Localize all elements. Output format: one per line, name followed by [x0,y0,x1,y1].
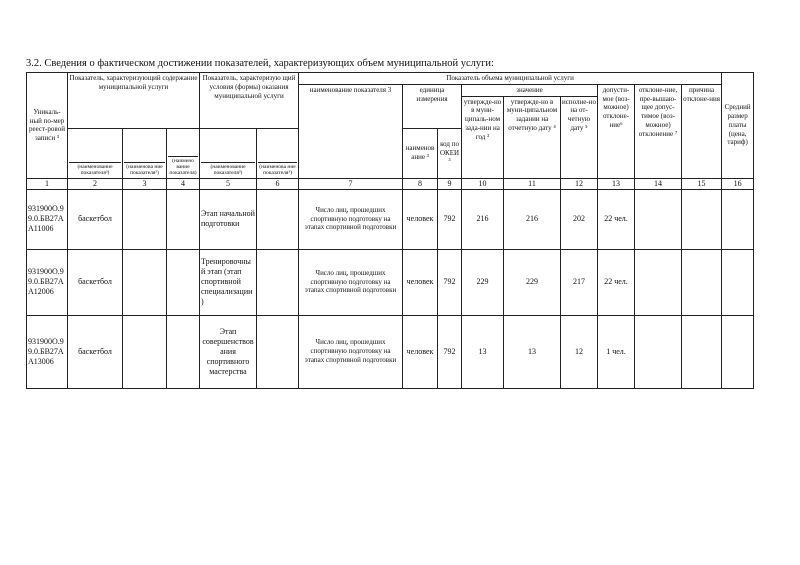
unit-name: человек [403,315,438,388]
approved-date-value: 216 [504,189,561,249]
volume-indicators-table [26,72,754,389]
column-number: 14 [635,178,682,189]
empty-cell [167,189,200,249]
column-number: 16 [722,178,754,189]
column-numbers-row [27,178,754,189]
executed-value: 12 [561,315,598,388]
approved-year-value: 216 [462,189,504,249]
okei-code: 792 [438,189,462,249]
allowed-deviation-value: 1 чел. [598,315,635,388]
column-number: 5 [200,178,257,189]
registry-code: 931900О.99.0.БВ27АА11006 [27,189,68,249]
column-number: 8 [403,178,438,189]
empty-cell [167,249,200,315]
empty-cell [123,249,167,315]
column-number: 7 [299,178,403,189]
header-allowed-deviation: допусти-мое (воз-можное) отклоне-ние⁶ [598,84,635,178]
empty-cell [722,315,754,388]
sub-indicator-4: (наименование показателя³) [200,128,257,178]
header-condition-indicator: Показатель, характеризую щий условия (формы) оказания муниципальной услуги [200,73,299,129]
column-number: 12 [561,178,598,189]
empty-cell [722,249,754,315]
header-avg-fee: Средний размер платы (цена, тариф) [722,73,754,179]
empty-cell [123,315,167,388]
header-okei: код по ОКЕИ ³ [438,128,462,178]
indicator-name: Число лиц, прошедших спортивную подготовку на этапах спортивной подготовки [299,249,403,315]
empty-cell [635,315,682,388]
unit-name: человек [403,189,438,249]
column-number: 3 [123,178,167,189]
stage-name: Этап начальной подготовки [200,189,257,249]
sub-indicator-1: (наименование показателя³) [68,128,123,178]
approved-year-value: 13 [462,315,504,388]
column-number: 4 [167,178,200,189]
header-indicator-name: наименование показателя 3 [299,84,403,178]
sport-name: баскетбол [68,189,123,249]
approved-year-value: 229 [462,249,504,315]
empty-cell [123,189,167,249]
header-value: значение [462,84,598,96]
empty-cell [722,189,754,249]
empty-cell [682,249,722,315]
allowed-deviation-value: 22 чел. [598,249,635,315]
column-number: 15 [682,178,722,189]
table-row [27,189,754,249]
empty-cell [257,249,299,315]
approved-date-value: 229 [504,249,561,315]
column-number: 1 [27,178,68,189]
empty-cell [682,189,722,249]
section-title: 3.2. Сведения о фактическом достижении показателей, характеризующих объем муниципальной услуги: [26,58,494,69]
table-row [27,249,754,315]
column-number: 9 [438,178,462,189]
registry-code: 931900О.99.0.БВ27АА12006 [27,249,68,315]
empty-cell [167,315,200,388]
header-deviation-exceeding: отклоне-ние, пре-вышаю-щее допус-тимое (воз-можное) отклонение ⁷ [635,84,682,178]
empty-cell [635,249,682,315]
column-number: 6 [257,178,299,189]
header-unit-name: наименов ание ³ [403,128,438,178]
registry-code: 931900О.99.0.БВ27АА13006 [27,315,68,388]
header-approved-year: утвержде-но в муни-ципаль-ном зада-нии на год ³ [462,96,504,178]
header-unique-number: Уникаль-ный по-мер реест-ровой записи ³ [27,73,68,179]
empty-cell [257,315,299,388]
approved-date-value: 13 [504,315,561,388]
sub-indicator-2: (наименова ние показателя³) [123,128,167,178]
sub-indicator-5: (наименова ние показателя³) [257,128,299,178]
stage-name: Этап совершенствования спортивного мастерства [200,315,257,388]
stage-name: Тренировочный этап (этап спортивной специализации) [200,249,257,315]
header-approved-date: утвержде-но в муни-ципальном задании на отчетную дату ⁴ [504,96,561,178]
empty-cell [257,189,299,249]
header-unit: единица измерения [403,84,462,128]
header-volume-indicator: Показатель объема муниципальной услуги [299,73,722,85]
header-reason: причина отклоне-ния [682,84,722,178]
header-executed: исполне-но на от-четную дату ⁵ [561,96,598,178]
sport-name: баскетбол [68,315,123,388]
column-number: 11 [504,178,561,189]
sport-name: баскетбол [68,249,123,315]
okei-code: 792 [438,249,462,315]
allowed-deviation-value: 22 чел. [598,189,635,249]
table-row [27,315,754,388]
column-number: 10 [462,178,504,189]
indicator-name: Число лиц, прошедших спортивную подготовку на этапах спортивной подготовки [299,189,403,249]
header-content-indicator: Показатель, характеризующий содержание муниципальной услуги [68,73,200,129]
okei-code: 792 [438,315,462,388]
indicator-name: Число лиц, прошедших спортивную подготовку на этапах спортивной подготовки [299,315,403,388]
empty-cell [635,189,682,249]
executed-value: 217 [561,249,598,315]
unit-name: человек [403,249,438,315]
column-number: 2 [68,178,123,189]
sub-indicator-3: (наимено вание показателя) [167,128,200,178]
executed-value: 202 [561,189,598,249]
column-number: 13 [598,178,635,189]
empty-cell [682,315,722,388]
